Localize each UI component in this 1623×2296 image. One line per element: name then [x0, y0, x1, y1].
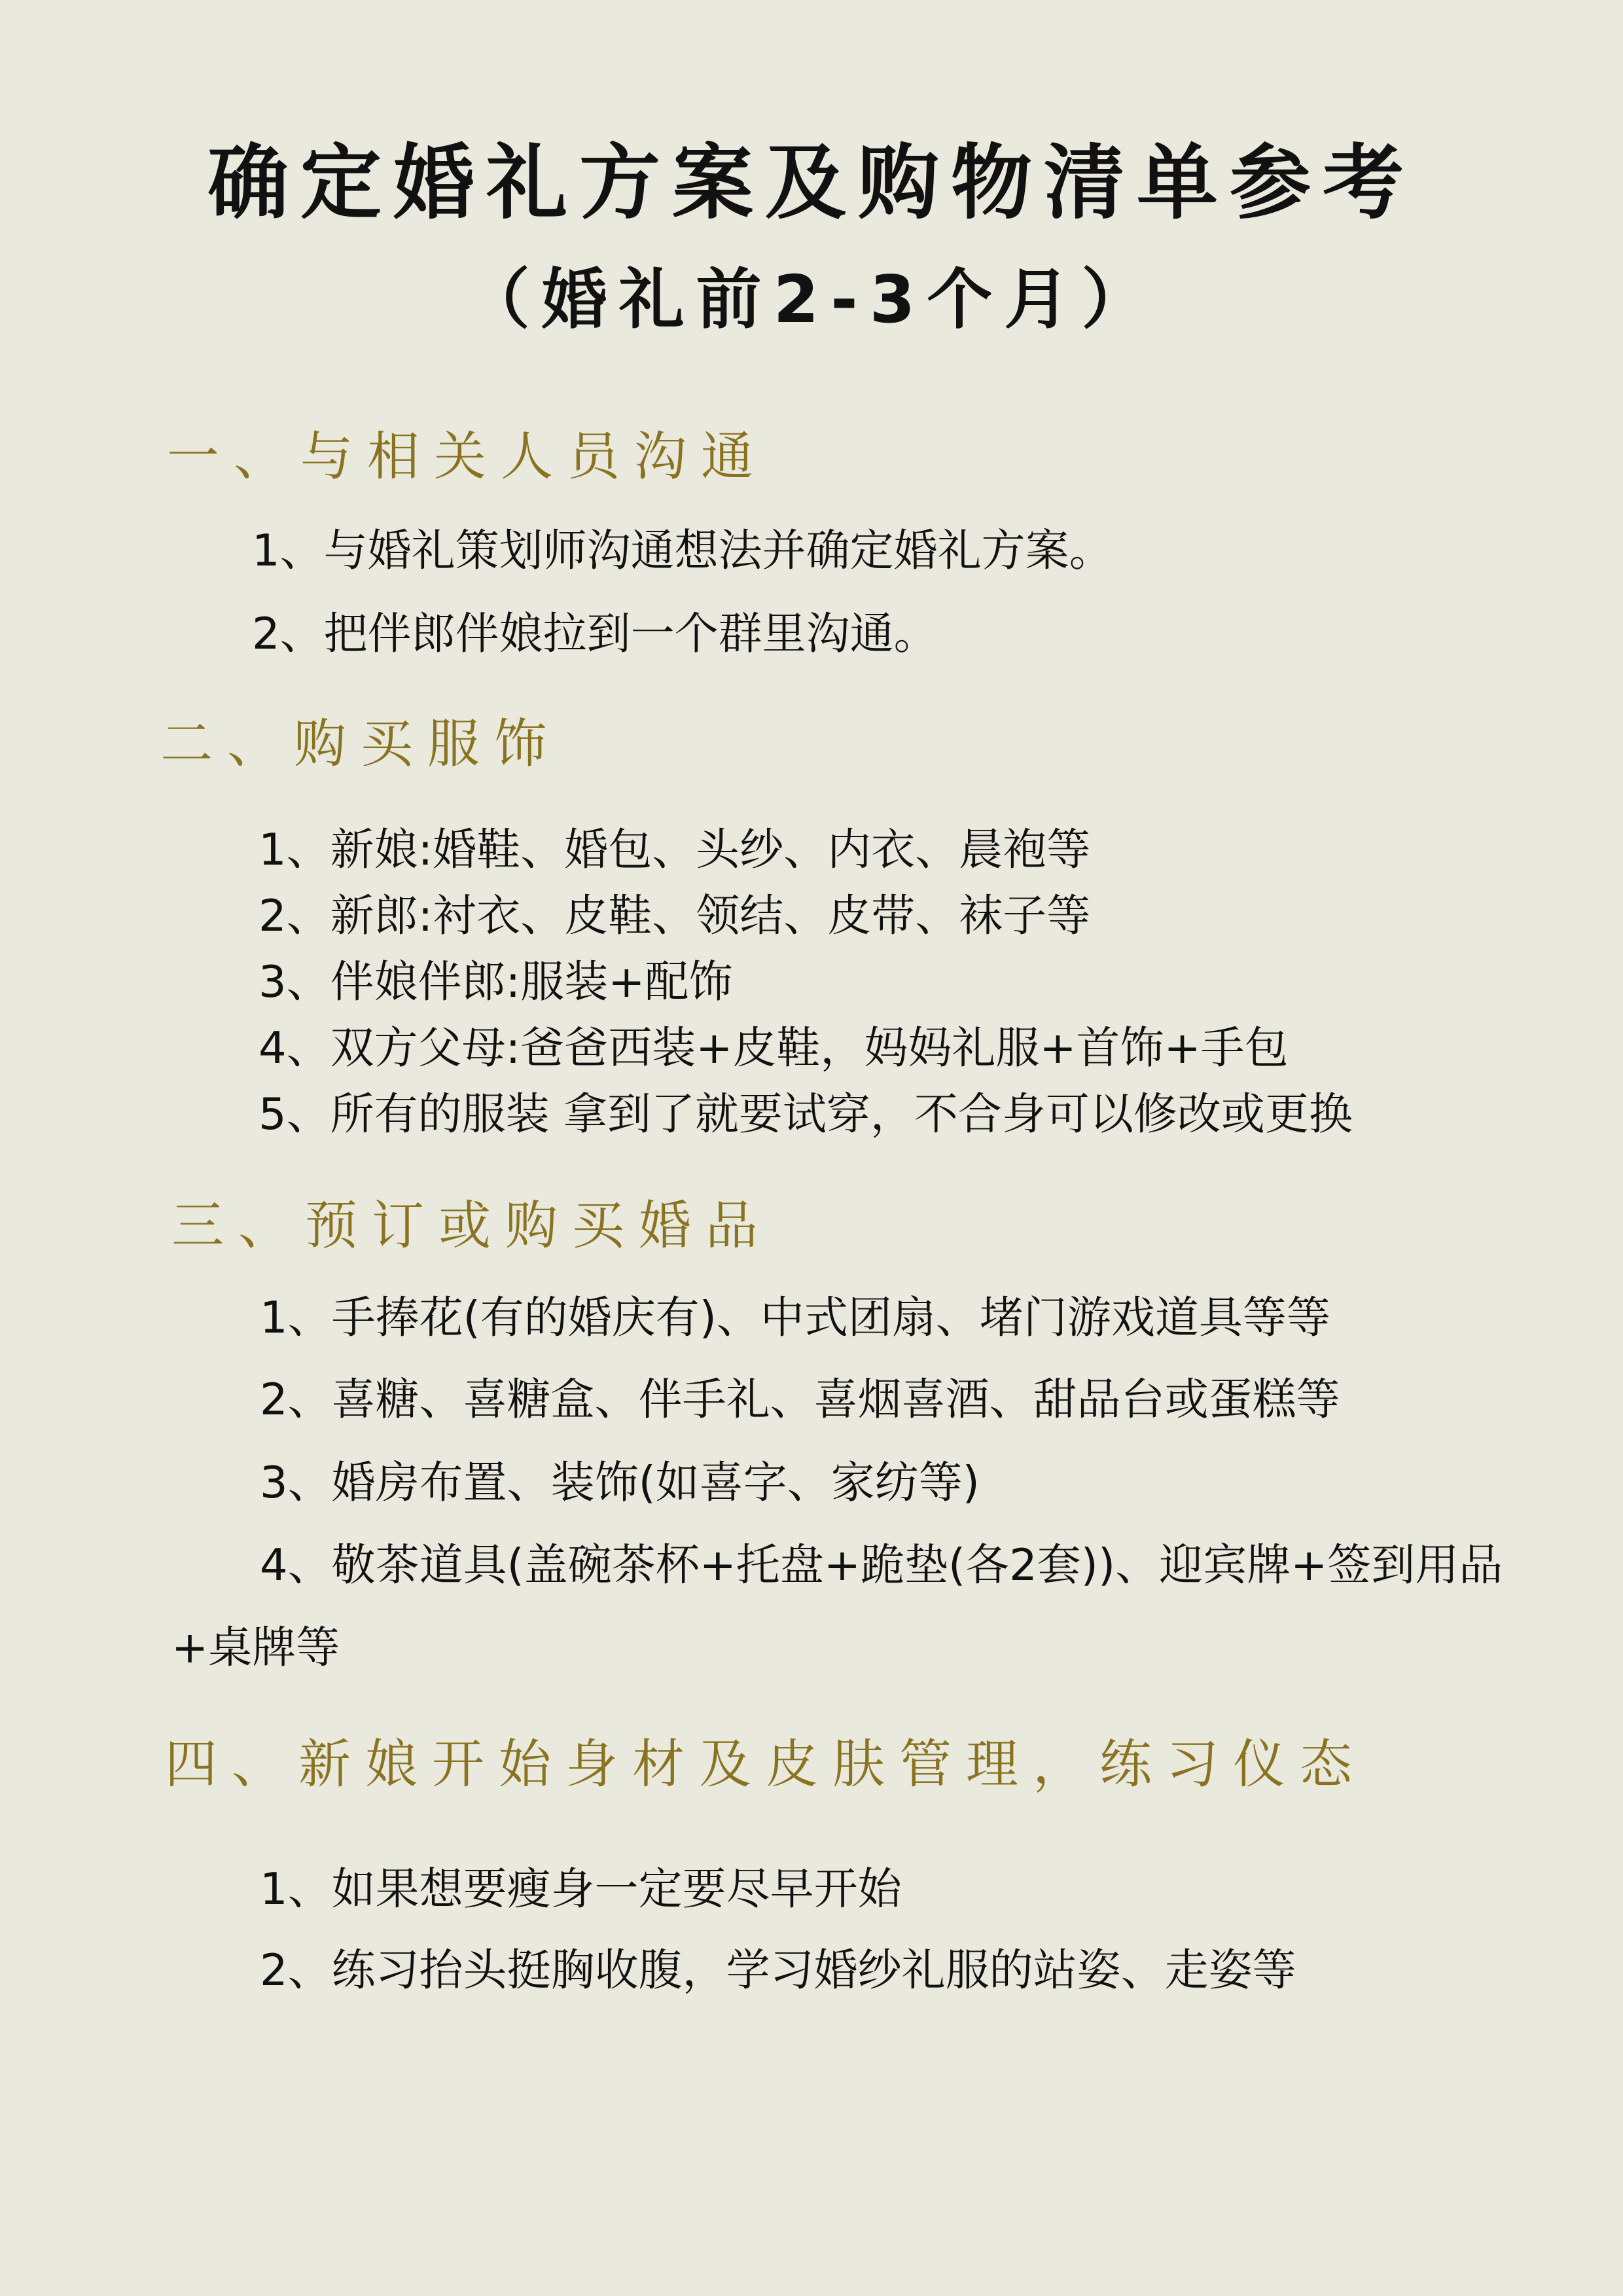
list-item: 1、如果想要瘦身一定要尽早开始 [260, 1863, 902, 1914]
section-heading-wedding-goods: 三、预订或购买婚品 [171, 1195, 772, 1256]
list-item: 2、新郎:衬衣、皮鞋、领结、皮带、袜子等 [259, 890, 1091, 941]
section-heading-bride-care: 四、新娘开始身材及皮肤管理，练习仪态 [165, 1734, 1366, 1795]
list-item: 1、手捧花(有的婚庆有)、中式团扇、堵门游戏道具等等 [260, 1292, 1330, 1343]
page-title: 确定婚礼方案及购物清单参考 [207, 136, 1416, 230]
list-item: 3、婚房布置、装饰(如喜字、家纺等) [260, 1457, 980, 1508]
list-item: 1、与婚礼策划师沟通想法并确定婚礼方案。 [252, 525, 1113, 576]
list-item: 1、新娘:婚鞋、婚包、头纱、内衣、晨袍等 [259, 824, 1091, 875]
list-item: 2、练习抬头挺胸收腹，学习婚纱礼服的站姿、走姿等 [260, 1945, 1296, 1996]
list-item: 2、喜糖、喜糖盒、伴手礼、喜烟喜酒、甜品台或蛋糕等 [260, 1374, 1340, 1425]
list-item: 4、敬茶道具(盖碗茶杯+托盘+跪垫(各2套))、迎宾牌+签到用品+桌牌等 [171, 1539, 1503, 1673]
list-item: 5、所有的服装 拿到了就要试穿，不合身可以修改或更换 [259, 1088, 1353, 1139]
list-item: 3、伴娘伴郎:服装+配饰 [259, 956, 733, 1007]
list-item: 2、把伴郎伴娘拉到一个群里沟通。 [252, 608, 938, 659]
list-item: 4、双方父母:爸爸西装+皮鞋，妈妈礼服+首饰+手包 [259, 1022, 1289, 1073]
section-heading-clothing: 二、购买服饰 [160, 713, 561, 774]
page-subtitle: （婚礼前2-3个月） [464, 261, 1159, 338]
section-heading-communication: 一、与相关人员沟通 [167, 426, 768, 487]
